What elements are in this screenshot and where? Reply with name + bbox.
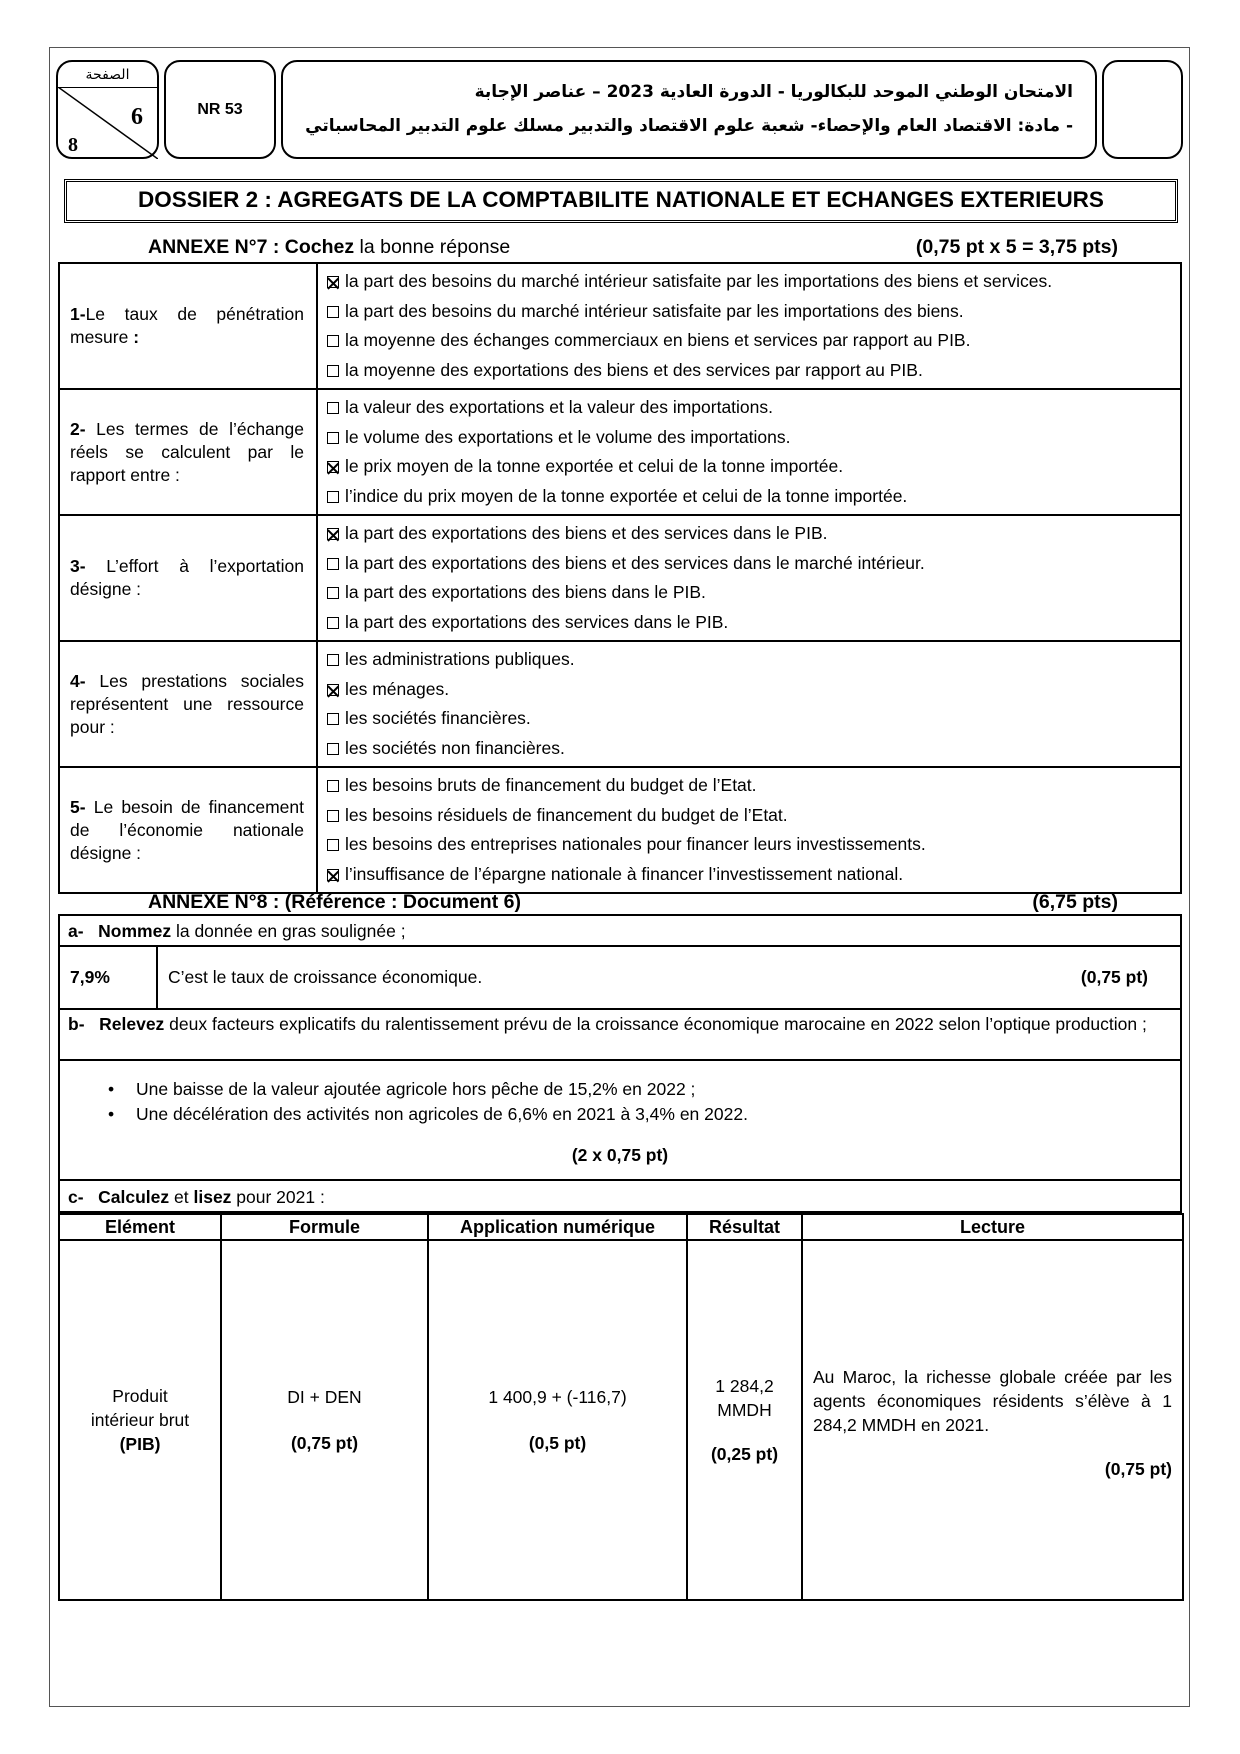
question-a <box>58 914 1182 947</box>
answer-option[interactable]: les administrations publiques. <box>327 645 1172 675</box>
question-text: 5- Le besoin de financement de l’économie nationale désigne : <box>59 767 317 893</box>
answer-option[interactable]: la part des exportations des services dans le PIB. <box>327 608 1172 638</box>
checkbox-icon[interactable] <box>327 491 339 503</box>
question-row <box>59 263 1181 389</box>
answer-a-points: (0,75 pt) <box>1080 967 1148 987</box>
exam-code-box <box>164 60 276 159</box>
exam-title-line1: الامتحان الوطني الموحد للبكالوريا - الدورة العادية 2023 – عناصر الإجابة <box>474 82 1073 102</box>
cell-lecture: Au Maroc, la richesse globale créée par les agents économiques résidents s’élève à 1 284,2 MMDH en 2021. (0,75 pt) <box>802 1240 1183 1600</box>
answer-a-text: C’est le taux de croissance économique. <box>168 967 483 987</box>
header-lecture: Lecture <box>802 1214 1183 1240</box>
answer-options <box>317 263 1181 389</box>
question-number: 4- <box>70 670 86 691</box>
question-row <box>59 515 1181 641</box>
question-c-label: c- <box>68 1187 84 1207</box>
annex7-title <box>148 236 1118 259</box>
answer-option[interactable]: l’indice du prix moyen de la tonne exportée et celui de la tonne importée. <box>327 482 1172 512</box>
question-number: 5- <box>70 796 86 817</box>
header-application: Application numérique <box>428 1214 687 1240</box>
question-number: 3- <box>70 556 86 576</box>
checked-checkbox-icon[interactable] <box>327 276 339 288</box>
checkbox-icon[interactable] <box>327 743 339 755</box>
checked-checkbox-icon[interactable] <box>327 869 339 881</box>
question-b <box>58 1008 1182 1061</box>
answer-option[interactable]: la part des exportations des biens et des services dans le marché intérieur. <box>327 549 1172 579</box>
question-row <box>59 641 1181 767</box>
annex7-points: (0,75 pt x 5 = 3,75 pts) <box>915 236 1118 258</box>
answer-option[interactable]: les besoins bruts de financement du budget de l’Etat. <box>327 771 1172 801</box>
question-number: 2- <box>70 418 86 439</box>
annex8-title: ANNEXE N°8 : (Référence : Document 6) <box>148 891 521 913</box>
answer-b <box>58 1059 1182 1181</box>
answer-a <box>58 945 1182 1010</box>
answer-option[interactable]: les ménages. <box>327 675 1172 705</box>
answer-option[interactable]: la moyenne des exportations des biens et des services par rapport au PIB. <box>327 356 1172 386</box>
answer-option[interactable]: le prix moyen de la tonne exportée et celui de la tonne importée. <box>327 452 1172 482</box>
dossier-title: DOSSIER 2 : AGREGATS DE LA COMPTABILITE NATIONALE ET ECHANGES EXTERIEURS <box>64 179 1178 223</box>
question-a-label: a- <box>68 921 84 941</box>
question-number: 1- <box>70 304 86 324</box>
header-element: Elément <box>59 1214 221 1240</box>
checkbox-icon[interactable] <box>327 335 339 347</box>
answer-b-item-2: • Une décélération des activités non agricoles de 6,6% en 2021 à 3,4% en 2022. <box>108 1104 748 1124</box>
checkbox-icon[interactable] <box>327 587 339 599</box>
answer-option[interactable]: l’insuffisance de l’épargne nationale à financer l’investissement national. <box>327 860 1172 890</box>
answer-option[interactable]: la part des besoins du marché intérieur satisfaite par les importations des biens. <box>327 297 1172 327</box>
answer-options <box>317 767 1181 893</box>
answer-options <box>317 515 1181 641</box>
question-b-label: b- <box>68 1014 85 1034</box>
question-c-verb1: Calculez <box>98 1187 170 1207</box>
page-label: الصفحة <box>85 66 130 82</box>
checkbox-icon[interactable] <box>327 306 339 318</box>
question-b-text: deux facteurs explicatifs du ralentissement prévu de la croissance économique marocaine en 2022 selon l’optique production ; <box>164 1014 1147 1034</box>
checkbox-icon[interactable] <box>327 558 339 570</box>
question-text: 4- Les prestations sociales représentent une ressource pour : <box>59 641 317 767</box>
answer-option[interactable]: la part des besoins du marché intérieur satisfaite par les importations des biens et services. <box>327 267 1172 297</box>
question-row <box>59 389 1181 515</box>
question-b-verb: Relevez <box>99 1014 165 1034</box>
answer-option[interactable]: la moyenne des échanges commerciaux en biens et services par rapport au PIB. <box>327 326 1172 356</box>
checkbox-icon[interactable] <box>327 365 339 377</box>
answer-options <box>317 641 1181 767</box>
checked-checkbox-icon[interactable] <box>327 461 339 473</box>
question-c-verb2: lisez <box>193 1187 232 1207</box>
checked-checkbox-icon[interactable] <box>327 528 339 540</box>
header-formule: Formule <box>221 1214 428 1240</box>
annex7-question-table <box>58 262 1182 894</box>
checkbox-icon[interactable] <box>327 402 339 414</box>
answer-a-value: 7,9% <box>60 947 158 1008</box>
answer-b-points: (2 x 0,75 pt) <box>571 1145 669 1165</box>
exam-code: NR 53 <box>197 100 243 118</box>
cell-element: Produit intérieur brut (PIB) <box>59 1240 221 1600</box>
question-row <box>59 767 1181 893</box>
annex8-title-row <box>148 891 1118 914</box>
exam-title-line2: - مادة: الاقتصاد العام والإحصاء- شعبة علوم الاقتصاد والتدبير مسلك علوم التدبير المحاسباتي <box>305 116 1073 136</box>
exam-title-box <box>281 60 1097 159</box>
cell-application: 1 400,9 + (-116,7) (0,5 pt) <box>428 1240 687 1600</box>
answer-option[interactable]: les sociétés non financières. <box>327 734 1172 764</box>
annex7-title-rest: la bonne réponse <box>354 236 511 258</box>
checked-checkbox-icon[interactable] <box>327 684 339 696</box>
question-text: 2- Les termes de l’échange réels se calculent par le rapport entre : <box>59 389 317 515</box>
calculation-table <box>58 1213 1184 1601</box>
answer-option[interactable]: les besoins des entreprises nationales pour financer leurs investissements. <box>327 830 1172 860</box>
checkbox-icon[interactable] <box>327 713 339 725</box>
question-a-verb: Nommez <box>98 921 172 941</box>
question-a-text: la donnée en gras soulignée ; <box>171 921 406 941</box>
checkbox-icon[interactable] <box>327 780 339 792</box>
cell-resultat: 1 284,2 MMDH (0,25 pt) <box>687 1240 802 1600</box>
answer-b-item-1: • Une baisse de la valeur ajoutée agricole hors pêche de 15,2% en 2022 ; <box>108 1079 696 1099</box>
question-c-text: pour 2021 : <box>231 1187 325 1207</box>
checkbox-icon[interactable] <box>327 432 339 444</box>
answer-options <box>317 389 1181 515</box>
answer-b-list <box>108 1077 748 1127</box>
question-text: 1-Le taux de pénétration mesure : <box>59 263 317 389</box>
checkbox-icon[interactable] <box>327 617 339 629</box>
empty-box <box>1102 60 1183 159</box>
page-number: 6 <box>131 104 143 130</box>
answer-option[interactable]: la part des exportations des biens et des services dans le PIB. <box>327 519 1172 549</box>
answer-option[interactable]: la valeur des exportations et la valeur des importations. <box>327 393 1172 423</box>
answer-option[interactable]: les besoins résiduels de financement du budget de l’Etat. <box>327 801 1172 831</box>
answer-option[interactable]: les sociétés financières. <box>327 704 1172 734</box>
page-total: 8 <box>68 134 78 156</box>
annex8-points: (6,75 pts) <box>1032 891 1118 913</box>
question-c: c- Calculez et lisez pour 2021 : <box>58 1179 1182 1213</box>
checkbox-icon[interactable] <box>327 654 339 666</box>
annex7-title-bold: ANNEXE N°7 : Cochez <box>148 236 355 258</box>
checkbox-icon[interactable] <box>327 839 339 851</box>
page-number-box <box>56 60 159 159</box>
answer-option[interactable]: la part des exportations des biens dans le PIB. <box>327 578 1172 608</box>
checkbox-icon[interactable] <box>327 810 339 822</box>
cell-formule: DI + DEN (0,75 pt) <box>221 1240 428 1600</box>
answer-option[interactable]: le volume des exportations et le volume des importations. <box>327 423 1172 453</box>
header-resultat: Résultat <box>687 1214 802 1240</box>
question-text: 3- L’effort à l’exportation désigne : <box>59 515 317 641</box>
